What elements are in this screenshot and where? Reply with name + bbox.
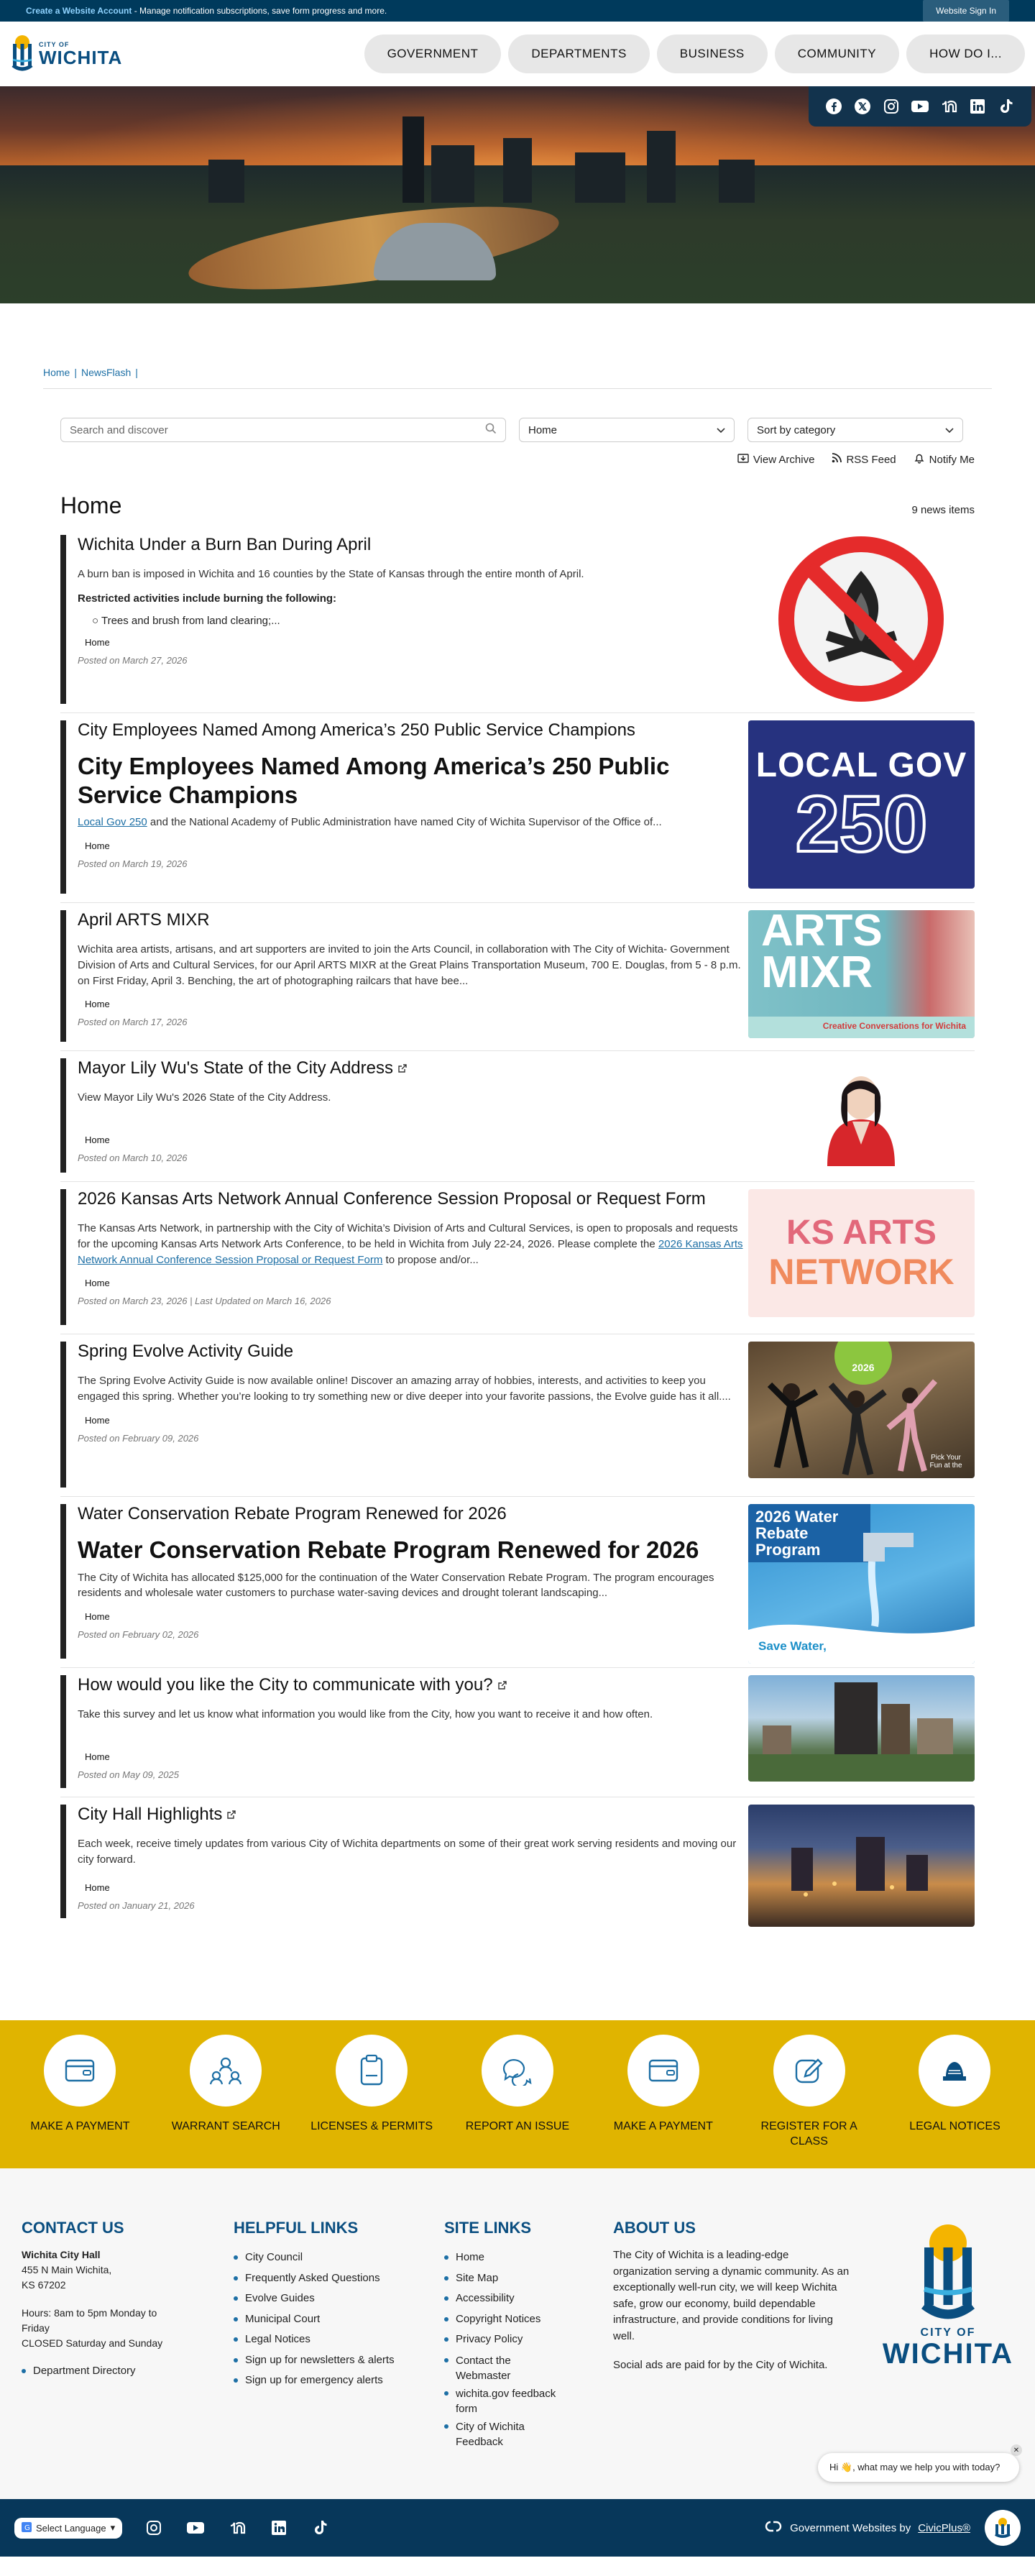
nextdoor-icon[interactable] bbox=[227, 2518, 247, 2538]
bell-icon bbox=[914, 452, 925, 467]
news-item-text: Take this survey and let us know what information you would like from the City, how you want to receive it and how often. bbox=[78, 1708, 653, 1720]
local-gov-250-thumbnail[interactable] bbox=[748, 720, 975, 889]
create-account-link[interactable]: Create a Website Account bbox=[26, 6, 132, 16]
news-item-body bbox=[60, 535, 748, 704]
night-city-image bbox=[748, 1805, 975, 1927]
footer-link-label: Municipal Court bbox=[245, 2312, 321, 2325]
news-item-category: Home bbox=[85, 1751, 110, 1762]
thumb-water-sub: Save Water, bbox=[758, 1639, 827, 1653]
bullet-dot bbox=[234, 2317, 238, 2321]
logo-city-of: CITY OF bbox=[39, 40, 70, 48]
category-select[interactable] bbox=[519, 418, 735, 442]
hero-banner bbox=[0, 86, 1035, 303]
footer-site-list bbox=[444, 2247, 566, 2449]
thumb-arts-sub: Creative Conversations for Wichita bbox=[822, 1021, 966, 1031]
logo-wordmark bbox=[39, 42, 122, 67]
footer-link-label: Frequently Asked Questions bbox=[245, 2271, 380, 2284]
civicplus-credit bbox=[764, 2510, 1021, 2546]
news-item-date: Posted on March 10, 2026 bbox=[78, 1152, 188, 1163]
bullet-dot bbox=[444, 2424, 448, 2429]
footer-contact-name: Wichita City Hall bbox=[22, 2249, 101, 2260]
footer-link[interactable] bbox=[234, 2288, 444, 2309]
rss-feed-link[interactable] bbox=[832, 452, 896, 467]
svg-text:G: G bbox=[24, 2524, 30, 2532]
chevron-down-icon bbox=[717, 424, 725, 436]
mayor-portrait-thumbnail[interactable] bbox=[748, 1058, 975, 1166]
thumb-evolve-caption: Pick Your Fun at the bbox=[929, 1454, 962, 1470]
footer-link-label: Contact the Webmaster bbox=[456, 2354, 511, 2382]
news-item-category: Home bbox=[85, 1278, 110, 1289]
facebook-icon[interactable] bbox=[824, 97, 843, 116]
news-tools bbox=[0, 452, 975, 467]
hero-building bbox=[575, 152, 625, 203]
footer-link[interactable] bbox=[234, 2247, 444, 2268]
news-item-text: Each week, receive timely updates from various City of Wichita departments on some of their great work serving residents and moving our city forward. bbox=[78, 1838, 737, 1866]
footer-link[interactable] bbox=[234, 2329, 444, 2350]
news-item-title[interactable]: Water Conservation Rebate Program Renewed for 2026 bbox=[78, 1504, 507, 1523]
gavel-bell-icon bbox=[919, 2035, 990, 2107]
hero-building bbox=[402, 116, 424, 203]
quick-link-register-class[interactable] bbox=[748, 2020, 870, 2168]
breadcrumb-home[interactable]: Home bbox=[43, 367, 70, 378]
news-item-date: Posted on January 21, 2026 bbox=[78, 1899, 195, 1911]
footer-link-label: Legal Notices bbox=[245, 2333, 310, 2345]
nextdoor-icon[interactable] bbox=[939, 97, 958, 116]
quick-link-warrant-search[interactable] bbox=[165, 2020, 287, 2168]
chevron-down-icon: ▾ bbox=[110, 2522, 116, 2533]
footer-link-label: City Council bbox=[245, 2251, 303, 2263]
news-item-body bbox=[60, 1504, 748, 1659]
bottom-social-links bbox=[144, 2518, 331, 2538]
hero-building bbox=[431, 145, 474, 203]
news-item-headline: Water Conservation Rebate Program Renewed for 2026 bbox=[78, 1536, 699, 1563]
news-item-title[interactable]: City Employees Named Among America’s 250 Public Service Champions bbox=[78, 720, 635, 740]
view-archive-link[interactable] bbox=[737, 452, 815, 467]
page-title: Home bbox=[60, 492, 122, 518]
footer-link[interactable] bbox=[444, 2329, 566, 2350]
news-item-category: Home bbox=[85, 1881, 110, 1893]
footer-link[interactable] bbox=[22, 2361, 234, 2382]
external-link-icon bbox=[226, 1805, 236, 1825]
breadcrumb-newsflash[interactable]: NewsFlash bbox=[81, 367, 132, 378]
site-footer bbox=[0, 2168, 1035, 2499]
nav-how-do-i[interactable]: HOW DO I... bbox=[906, 35, 1025, 73]
search-icon[interactable] bbox=[485, 423, 497, 437]
quick-link-label: WARRANT SEARCH bbox=[171, 2120, 280, 2132]
news-item-subheading: Restricted activities include burning the following: bbox=[78, 592, 337, 605]
news-item-text-end: to propose and/or... bbox=[382, 1253, 479, 1266]
tiktok-icon[interactable] bbox=[310, 2518, 331, 2538]
account-promo-text: - Manage notification subscriptions, save form progress and more. bbox=[132, 6, 387, 16]
bullet-circle-icon: ○ bbox=[92, 614, 101, 627]
news-item-body bbox=[60, 1675, 748, 1788]
language-select-label: Select Language bbox=[36, 2522, 106, 2534]
linkedin-icon[interactable] bbox=[269, 2518, 289, 2538]
water-rebate-thumbnail[interactable] bbox=[748, 1504, 975, 1664]
news-item-headline: City Employees Named Among America’s 250 Public Service Champions bbox=[78, 753, 670, 808]
news-item bbox=[60, 1497, 975, 1668]
news-item-body bbox=[60, 1058, 748, 1173]
thumb-ks-line2: NETWORK bbox=[768, 1251, 954, 1292]
thumb-gov-top: LOCAL GOV bbox=[755, 746, 967, 784]
chevron-down-icon bbox=[945, 424, 954, 436]
rss-icon bbox=[832, 453, 842, 466]
news-item-title[interactable] bbox=[78, 1805, 748, 1825]
news-count: 9 news items bbox=[911, 504, 975, 516]
department-directory-link: Department Directory bbox=[33, 2365, 136, 2377]
footer-logo-city-of: CITY OF bbox=[920, 2327, 976, 2339]
bullet-dot bbox=[444, 2255, 448, 2260]
footer-contact bbox=[22, 2219, 234, 2499]
quick-link-label: LICENSES & PERMITS bbox=[310, 2120, 433, 2132]
news-item-date: Posted on March 17, 2026 bbox=[78, 1017, 188, 1028]
footer-address-line1: 455 N Main Wichita, bbox=[22, 2264, 112, 2275]
arts-mixr-thumbnail[interactable] bbox=[748, 910, 975, 1038]
category-value: Home bbox=[528, 423, 558, 436]
news-item-body bbox=[60, 1342, 748, 1488]
nav-government[interactable]: GOVERNMENT bbox=[364, 35, 502, 73]
instagram-icon[interactable] bbox=[144, 2518, 164, 2538]
chat-greeting-text: Hi 👋, what may we help you with today? bbox=[829, 2462, 1000, 2472]
quick-link-make-payment[interactable] bbox=[19, 2020, 141, 2168]
footer-link-label: Evolve Guides bbox=[245, 2292, 315, 2304]
google-translate-icon bbox=[22, 2522, 32, 2534]
footer-logo-wichita: WICHITA bbox=[882, 2338, 1013, 2370]
social-bar bbox=[809, 86, 1031, 127]
news-item-date: Posted on March 27, 2026 bbox=[78, 654, 188, 666]
mayor-portrait-image bbox=[748, 1058, 975, 1166]
footer-link[interactable] bbox=[444, 2419, 566, 2449]
footer-contact-links bbox=[22, 2361, 234, 2382]
news-item-date: Posted on March 23, 2026 | Last Updated on March 16, 2026 bbox=[78, 1296, 331, 1307]
footer-link[interactable] bbox=[444, 2268, 566, 2289]
news-item-text-rest: and the National Academy of Public Administration have named City of Wichita Supervisor of the Office of... bbox=[147, 816, 662, 829]
linkedin-icon[interactable] bbox=[968, 97, 987, 116]
hero-building bbox=[647, 131, 676, 203]
bullet-dot bbox=[234, 2378, 238, 2383]
news-item-title[interactable]: Wichita Under a Burn Ban During April bbox=[78, 535, 372, 554]
quick-link-licenses-permits[interactable] bbox=[310, 2020, 433, 2168]
search-placeholder: Search and discover bbox=[70, 423, 168, 436]
quick-link-legal-notices[interactable] bbox=[893, 2020, 1016, 2168]
news-item-date: Posted on May 09, 2025 bbox=[78, 1769, 179, 1780]
sort-select[interactable] bbox=[748, 418, 963, 442]
bullet-dot bbox=[234, 2296, 238, 2301]
news-item bbox=[60, 903, 975, 1051]
bullet-dot bbox=[444, 2337, 448, 2342]
footer-closed: CLOSED Saturday and Sunday bbox=[22, 2337, 163, 2349]
news-item bbox=[60, 528, 975, 713]
pencil-icon bbox=[773, 2035, 845, 2107]
news-item-body bbox=[60, 910, 748, 1042]
civicplus-link-text: CivicPlus® bbox=[918, 2521, 970, 2534]
news-item-category: Home bbox=[85, 1134, 110, 1145]
news-item bbox=[60, 1334, 975, 1497]
breadcrumb-separator: | bbox=[74, 367, 77, 378]
footer-site-heading: SITE LINKS bbox=[444, 2219, 532, 2237]
footer-link[interactable] bbox=[444, 2247, 566, 2268]
news-item-title[interactable]: Spring Evolve Activity Guide bbox=[78, 1342, 294, 1361]
footer-link-label: Sign up for newsletters & alerts bbox=[245, 2353, 395, 2366]
instagram-icon[interactable] bbox=[882, 97, 901, 116]
site-header bbox=[0, 22, 1035, 86]
bullet-dot bbox=[444, 2276, 448, 2281]
footer-contact-heading: CONTACT US bbox=[22, 2219, 124, 2237]
wichita-flag-icon bbox=[916, 2219, 980, 2327]
quick-link-make-payment-2[interactable] bbox=[602, 2020, 724, 2168]
news-item-title-text: City Hall Highlights bbox=[78, 1805, 223, 1824]
footer-about-text: The City of Wichita is a leading-edge organization serving a dynamic community. As an exceptionally well-run city, we will keep Wichita safe, grow our economy, build dependable infrastructure, and provide conditions for living well. bbox=[613, 2249, 850, 2342]
city-hall-night-thumbnail[interactable] bbox=[748, 1805, 975, 1927]
logo-wichita: WICHITA bbox=[39, 46, 123, 68]
news-item-text bbox=[78, 815, 748, 830]
civicplus-icon bbox=[764, 2520, 783, 2536]
civicplus-link[interactable] bbox=[918, 2522, 970, 2534]
bullet-dot bbox=[234, 2255, 238, 2260]
bullet-dot bbox=[22, 2369, 26, 2373]
nav-departments[interactable]: DEPARTMENTS bbox=[508, 35, 649, 73]
news-item-title[interactable] bbox=[78, 1675, 748, 1695]
search-input[interactable] bbox=[60, 418, 506, 442]
no-fire-sign-icon bbox=[748, 535, 975, 703]
footer-about bbox=[613, 2219, 850, 2499]
news-item-title[interactable]: April ARTS MIXR bbox=[78, 910, 210, 930]
news-item-date: Posted on February 02, 2026 bbox=[78, 1629, 199, 1641]
main-nav bbox=[364, 35, 1025, 73]
view-archive-label: View Archive bbox=[753, 453, 815, 466]
news-item-category: Home bbox=[85, 1414, 110, 1426]
footer-link[interactable] bbox=[444, 2288, 566, 2309]
burn-ban-thumbnail[interactable] bbox=[748, 535, 975, 703]
footer-helpful-links bbox=[234, 2219, 444, 2499]
news-item-title-text: How would you like the City to communicate with you? bbox=[78, 1675, 493, 1695]
quick-link-label: REPORT AN ISSUE bbox=[465, 2120, 570, 2132]
external-link-icon bbox=[397, 1058, 408, 1078]
footer-link-label: Copyright Notices bbox=[456, 2312, 541, 2325]
external-link-icon bbox=[497, 1675, 507, 1695]
quick-link-label: MAKE A PAYMENT bbox=[613, 2120, 713, 2132]
bullet-dot bbox=[234, 2337, 238, 2342]
footer-hours: Hours: 8am to 5pm Monday to Friday bbox=[22, 2307, 157, 2334]
ks-arts-network-thumbnail[interactable] bbox=[748, 1189, 975, 1317]
news-item bbox=[60, 1797, 975, 1927]
close-icon[interactable]: ✕ bbox=[1011, 2444, 1022, 2456]
footer-link-label: Privacy Policy bbox=[456, 2333, 523, 2345]
bullet-dot bbox=[444, 2317, 448, 2321]
footer-link-label: Accessibility bbox=[456, 2292, 515, 2304]
gov-websites-text: Government Websites by bbox=[790, 2521, 911, 2534]
news-item-title-text: Mayor Lily Wu's State of the City Address bbox=[78, 1058, 393, 1078]
chat-greeting-bubble[interactable] bbox=[818, 2453, 1019, 2482]
bottom-bar bbox=[0, 2499, 1035, 2557]
footer-helpful-list bbox=[234, 2247, 444, 2391]
news-item-body bbox=[60, 1189, 748, 1325]
clipboard-icon bbox=[336, 2035, 408, 2107]
youtube-icon[interactable] bbox=[185, 2518, 206, 2538]
nav-business[interactable]: BUSINESS bbox=[657, 35, 768, 73]
footer-site-links bbox=[444, 2219, 613, 2499]
skyline-image bbox=[748, 1675, 975, 1782]
ks-arts-form-link[interactable]: 2026 Kansas Arts Network Annual Conference Session Proposal or Request Form bbox=[78, 1237, 743, 1266]
news-item-date: Posted on February 09, 2026 bbox=[78, 1432, 199, 1444]
bullet-dot bbox=[444, 2358, 448, 2362]
footer-link-label: Site Map bbox=[456, 2271, 499, 2284]
footer-about-social: Social ads are paid for by the City of Wichita. bbox=[613, 2359, 828, 2371]
news-header bbox=[60, 492, 975, 519]
hero-building bbox=[503, 138, 532, 203]
chat-launcher-button[interactable] bbox=[985, 2510, 1021, 2546]
hero-building bbox=[719, 160, 755, 203]
bullet-dot bbox=[444, 2296, 448, 2301]
footer-address-line2: KS 67202 bbox=[22, 2279, 66, 2291]
chat-bubbles-icon bbox=[482, 2035, 553, 2107]
youtube-icon[interactable] bbox=[911, 97, 929, 116]
nav-community[interactable]: COMMUNITY bbox=[775, 35, 899, 73]
news-item-category: Home bbox=[85, 999, 110, 1010]
breadcrumb-separator: | bbox=[135, 367, 138, 378]
news-item-text: View Mayor Lily Wu's 2026 State of the City Address. bbox=[78, 1091, 331, 1104]
thumb-arts-line2: MIXR bbox=[761, 948, 873, 997]
chatbot-avatar-icon bbox=[990, 2516, 1015, 2540]
footer-link[interactable] bbox=[444, 2309, 566, 2330]
local-gov-250-link[interactable]: Local Gov 250 bbox=[78, 816, 147, 829]
thumb-evolve-badge: 2026 bbox=[834, 1342, 892, 1385]
footer-link-label: Sign up for emergency alerts bbox=[245, 2374, 383, 2386]
news-item bbox=[60, 1051, 975, 1182]
footer-link[interactable] bbox=[234, 2350, 444, 2371]
thumb-gov-number: 250 bbox=[795, 779, 928, 868]
news-item bbox=[60, 1668, 975, 1797]
news-item-category: Home bbox=[85, 840, 110, 851]
news-item-body bbox=[60, 720, 748, 894]
news-filters bbox=[60, 418, 1035, 442]
news-item-text bbox=[78, 1221, 748, 1268]
news-item-bullet-text: Trees and brush from land clearing;... bbox=[101, 614, 280, 627]
tiktok-icon[interactable] bbox=[997, 97, 1016, 116]
news-item-text-start: The Kansas Arts Network, in partnership with the City of Wichita’s Division of Arts and Cultural Services, is open to proposals and requests for the upcoming Kansas Arts Network Arts Conference, to be held in Wichita from July 22-24, 2026. Please complete the bbox=[78, 1222, 738, 1250]
news-item-text: The City of Wichita has allocated $125,000 for the continuation of the Water Conservation Rebate Program. The program encourages residents and wholesale water customers to purchase water-saving devices and drought tolerant landscaping... bbox=[78, 1571, 714, 1600]
news-item-title[interactable] bbox=[78, 1058, 748, 1078]
people-search-icon bbox=[190, 2035, 262, 2107]
footer-link-label: wichita.gov feedback form bbox=[456, 2387, 556, 2415]
footer-helpful-heading: HELPFUL LINKS bbox=[234, 2219, 359, 2237]
bullet-dot bbox=[234, 2358, 238, 2362]
news-item-text: The Spring Evolve Activity Guide is now available online! Discover an amazing array of hobbies, interests, and activities to keep you engaged this spring. Whether you’re looking to try something new or dive deeper into your favorite passions, the Evolve guide has it all.... bbox=[78, 1375, 731, 1403]
footer-link-label: City of Wichita Feedback bbox=[456, 2420, 525, 2448]
news-item-category: Home bbox=[85, 636, 110, 648]
news-item-date: Posted on March 19, 2026 bbox=[78, 858, 188, 869]
wallet-icon bbox=[44, 2035, 116, 2107]
bullet-dot bbox=[444, 2391, 448, 2396]
news-item-text: A burn ban is imposed in Wichita and 16 counties by the State of Kansas through the entire month of April. bbox=[78, 568, 584, 580]
footer-link-label: Home bbox=[456, 2251, 485, 2263]
wichita-flag-icon bbox=[10, 34, 34, 74]
sign-in-button[interactable]: Website Sign In bbox=[923, 0, 1009, 22]
quick-links bbox=[0, 2020, 1035, 2168]
quick-link-label: REGISTER FOR A CLASS bbox=[760, 2120, 857, 2148]
footer-link[interactable] bbox=[234, 2370, 444, 2391]
language-select[interactable] bbox=[14, 2518, 122, 2539]
archive-icon bbox=[737, 452, 749, 467]
bullet-dot bbox=[234, 2276, 238, 2281]
city-logo[interactable] bbox=[10, 34, 122, 74]
quick-link-label: MAKE A PAYMENT bbox=[30, 2120, 130, 2132]
hero-building bbox=[208, 160, 244, 203]
news-list bbox=[60, 528, 975, 1927]
footer-about-heading: ABOUT US bbox=[613, 2219, 696, 2237]
rss-feed-label: RSS Feed bbox=[846, 453, 896, 466]
breadcrumb bbox=[43, 303, 992, 389]
quick-link-label: LEGAL NOTICES bbox=[909, 2120, 1000, 2132]
news-item-title[interactable]: 2026 Kansas Arts Network Annual Conference Session Proposal or Request Form bbox=[78, 1189, 706, 1209]
news-item-body bbox=[60, 1805, 748, 1918]
bottom-bar-left bbox=[14, 2518, 331, 2539]
news-item-text: Wichita area artists, artisans, and art supporters are invited to join the Arts Council, in collaboration with The City of Wichita- Government Division of Arts and Cultural Services, for our April ARTS MIXR at the Great Plains Transportation Museum, 700 E. Douglas, from 5 - 8 p.m. on First Friday, April 3. Benching, the art of photographing railcars that have bee... bbox=[78, 943, 741, 987]
footer-link[interactable] bbox=[444, 2353, 566, 2383]
news-item bbox=[60, 713, 975, 903]
sort-value: Sort by category bbox=[757, 423, 836, 436]
account-promo bbox=[26, 6, 387, 16]
quick-link-report-issue[interactable] bbox=[456, 2020, 579, 2168]
footer-link[interactable] bbox=[234, 2309, 444, 2330]
footer-link[interactable] bbox=[444, 2386, 566, 2416]
footer-link[interactable] bbox=[234, 2268, 444, 2289]
news-item-bullet bbox=[92, 615, 748, 627]
notify-me-label: Notify Me bbox=[929, 453, 975, 466]
thumb-water-title: 2026 Water Rebate Program bbox=[748, 1504, 870, 1562]
top-bar bbox=[0, 0, 1035, 22]
notify-me-link[interactable] bbox=[914, 452, 975, 467]
wallet-icon bbox=[627, 2035, 699, 2107]
news-item bbox=[60, 1182, 975, 1334]
news-item-category: Home bbox=[85, 1611, 110, 1623]
thumb-arts-line1: ARTS bbox=[761, 910, 883, 955]
evolve-guide-thumbnail[interactable] bbox=[748, 1342, 975, 1478]
city-skyline-thumbnail[interactable] bbox=[748, 1675, 975, 1782]
thumb-ks-line1: KS ARTS bbox=[786, 1214, 937, 1252]
x-icon[interactable] bbox=[853, 97, 872, 116]
